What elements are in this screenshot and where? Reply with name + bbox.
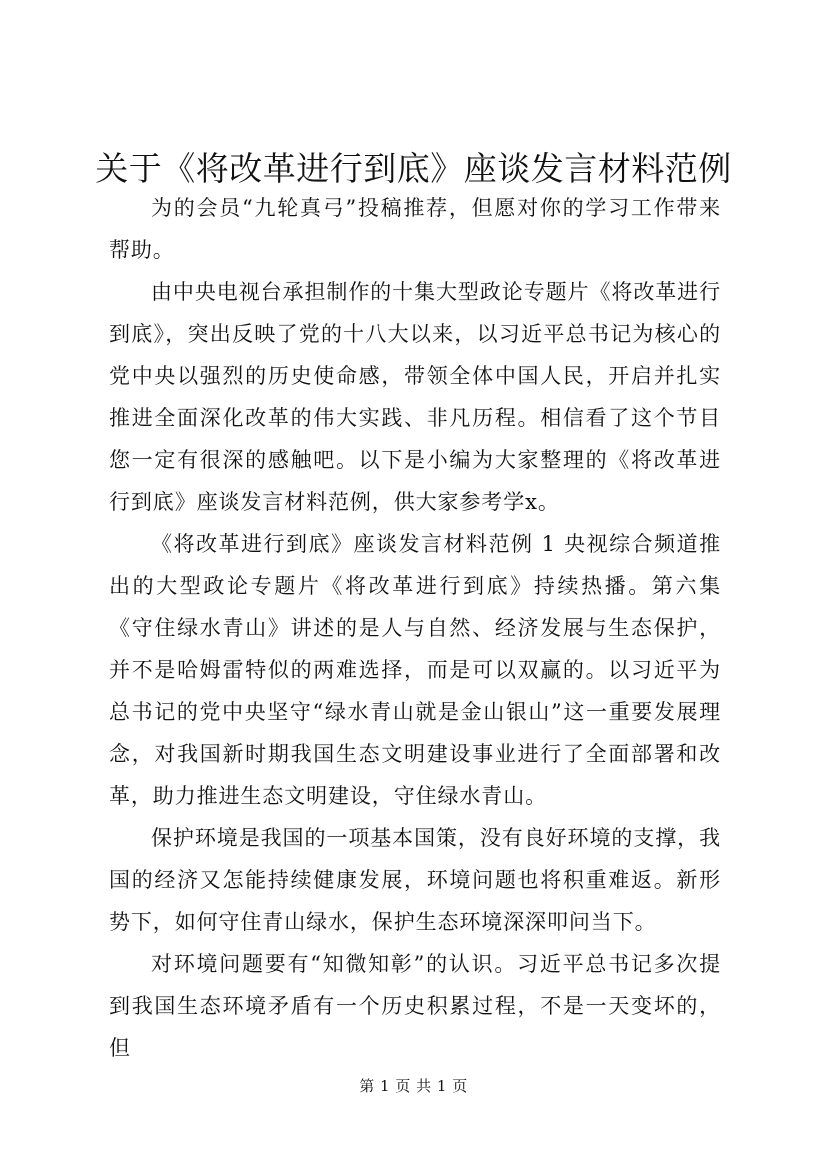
paragraph-awareness: 对环境问题要有“知微知彰”的认识。习近平总书记多次提到我国生态环境矛盾有一个历史积累过程，不是一天变坏的，但	[109, 952, 721, 1060]
paragraph-intro: 为的会员“九轮真弓”投稿推荐，但愿对你的学习工作带来帮助。	[109, 196, 721, 262]
paragraph-background: 由中央电视台承担制作的十集大型政论专题片《将改革进行到底》，突出反映了党的十八大以来，以习近平总书记为核心的党中央以强烈的历史使命感，带领全体中国人民，开启并扎实推进全面深化改革的伟大实践、非凡历程。相信看了这个节目您一定有很深的感触吧。以下是小编为大家整理的《将改革进行到底》座谈发言材料范例，供大家参考学x。	[109, 280, 721, 514]
paragraph-environment: 保护环境是我国的一项基本国策，没有良好环境的支撑，我国的经济又怎能持续健康发展，环境问题也将积重难返。新形势下，如何守住青山绿水，保护生态环境深深叩问当下。	[109, 826, 721, 934]
paragraph-example-1: 《将改革进行到底》座谈发言材料范例 1 央视综合频道推出的大型政论专题片《将改革进行到底》持续热播。第六集《守住绿水青山》讲述的是人与自然、经济发展与生态保护，并不是哈姆雷特似的两难选择，而是可以双赢的。以习近平为总书记的党中央坚守“绿水青山就是金山银山”这一重要发展理念，对我国新时期我国生态文明建设事业进行了全面部署和改革，助力推进生态文明建设，守住绿水青山。	[109, 532, 721, 808]
document-title: 关于《将改革进行到底》座谈发言材料范例	[95, 149, 732, 188]
page-footer: 第 1 页 共 1 页	[359, 1077, 468, 1095]
document-body	[109, 187, 721, 1069]
